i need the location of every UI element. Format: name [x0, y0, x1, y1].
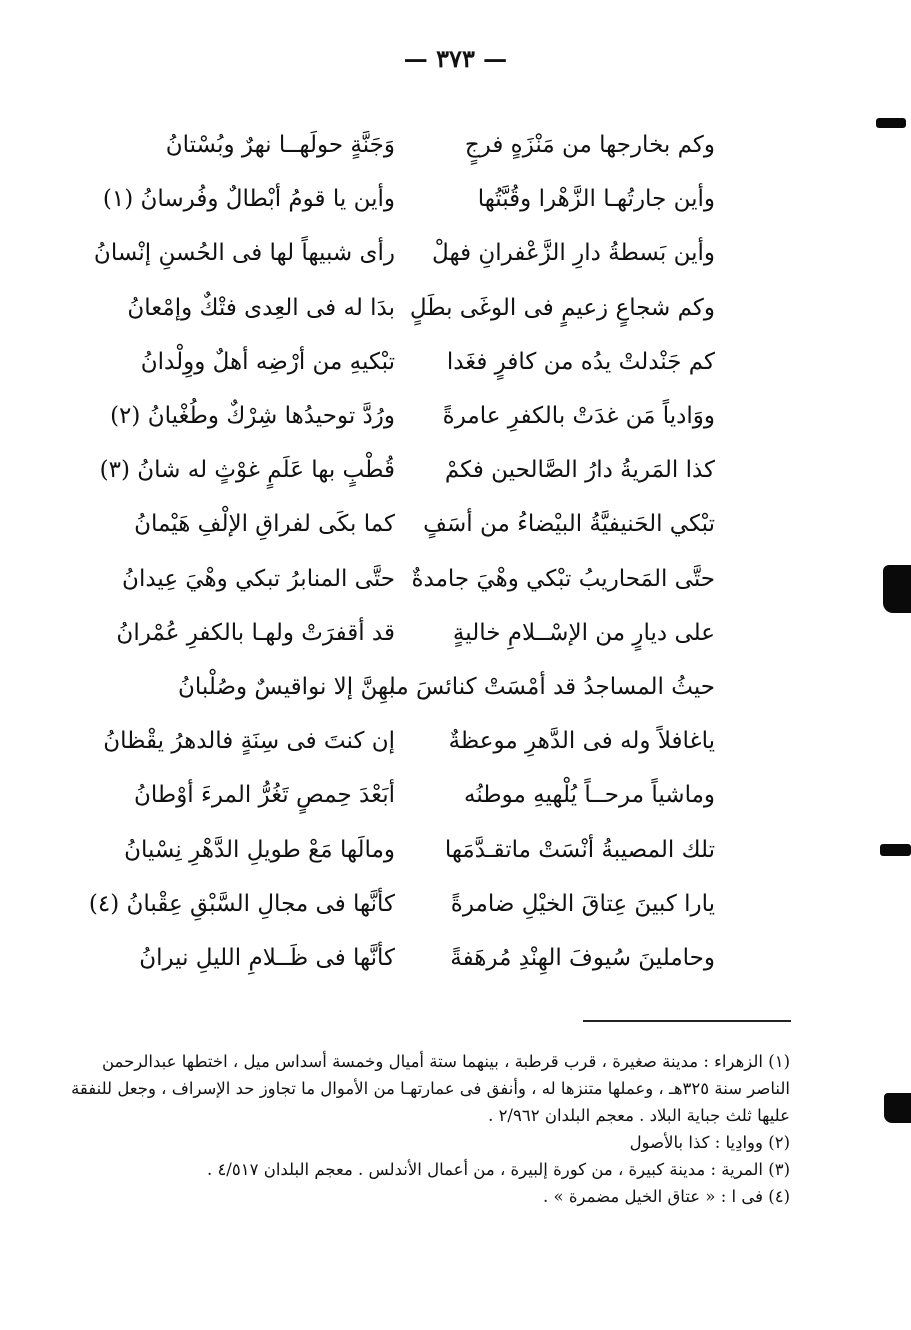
- verse-first-hemistich: حيثُ المساجدُ قد أمْسَتْ كنائسَ ما: [389, 673, 715, 700]
- verse-second-hemistich: ورُدَّ توحيدُها شِرْكٌ وطُغْيانُ (٢): [110, 403, 395, 430]
- verse-first-hemistich: ووَادياً مَن غدَتْ بالكفرِ عامرةً: [442, 403, 715, 430]
- verse-first-hemistich: تلك المصيبةُ أنْسَتْ ماتقـدَّمَها: [444, 836, 715, 863]
- verse-line: [95, 606, 715, 660]
- poem-body: [88, 118, 715, 985]
- verse-second-hemistich: كأنَّها فى ظَــلامِ الليلِ نيرانُ: [139, 944, 395, 971]
- verse-first-hemistich: وماشياً مرحــاً يُلْهيهِ موطنُه: [464, 782, 715, 809]
- verse-line: [95, 931, 715, 985]
- verse-second-hemistich: وأين يا قومُ أبْطالٌ وفُرسانُ (١): [102, 186, 395, 213]
- verse-first-hemistich: وكم بخارجها من مَنْزَهٍ فرجٍ: [464, 132, 715, 159]
- verse-second-hemistich: حتَّى المنابرُ تبكي وهْيَ عِيدانُ: [122, 565, 395, 592]
- footnote-divider: [583, 1020, 791, 1022]
- verse-first-hemistich: تبْكي الحَنيفيَّةُ البيْضاءُ من أسَفٍ: [423, 511, 715, 538]
- verse-line: [95, 389, 715, 443]
- verse-line: [95, 443, 715, 497]
- verse-second-hemistich: بهِنَّ إلا نواقيسٌ وصُلْبانُ: [178, 673, 395, 700]
- verse-second-hemistich: كأنَّها فى مجالِ السَّبْقِ عِقْبانُ (٤): [88, 890, 395, 917]
- verse-first-hemistich: حتَّى المَحاريبُ تبْكي وهْيَ جامدةٌ: [411, 565, 715, 592]
- verse-second-hemistich: إن كنتَ فى سِنَةٍ فالدهرُ يقْظانُ: [103, 728, 395, 755]
- verse-second-hemistich: تبْكيهِ من أرْضِه أهلٌ ووِلْدانُ: [140, 348, 395, 375]
- verse-line: [88, 877, 715, 931]
- verse-line: [95, 552, 715, 606]
- verse-second-hemistich: قد أقفرَتْ ولهـا بالكفرِ عُمْرانُ: [116, 619, 395, 646]
- verse-first-hemistich: كذا المَريةُ دارُ الصَّالحين فكمْ: [444, 457, 715, 484]
- scan-edge-mark: [880, 844, 911, 856]
- footnote: (٢) ووادِيا : كذا بالأصول: [629, 1133, 790, 1152]
- footnote: (٤) فى ا : « عتاق الخيل مضمرة » .: [543, 1187, 790, 1206]
- verse-second-hemistich: وَجَنَّةٍ حولَهــا نهرٌ وبُسْتانُ: [165, 132, 395, 159]
- verse-first-hemistich: ياغافلاً وله فى الدَّهرِ موعظةٌ: [448, 728, 715, 755]
- verse-second-hemistich: قُطْبٍ بها عَلَمٍ غوْثٍ له شانُ (٣): [99, 457, 395, 484]
- verse-first-hemistich: وكم شجاعٍ زعيمٍ فى الوغَى بطَلٍ: [409, 294, 715, 321]
- verse-line: [95, 335, 715, 389]
- verse-second-hemistich: بدَا له فى العِدى فتْكٌ وإمْعانُ: [127, 294, 395, 321]
- verse-first-hemistich: وأين جارتُهـا الزَّهْرا وقُبَّتُها: [477, 186, 715, 213]
- verse-line: [95, 768, 715, 822]
- verse-second-hemistich: ومالَها مَعْ طويلِ الدَّهْرِ نِسْيانُ: [124, 836, 395, 863]
- verse-line: [95, 118, 715, 172]
- verse-line: [95, 714, 715, 768]
- footnotes: [60, 1048, 790, 1210]
- verse-line: [95, 172, 715, 226]
- scan-edge-mark: [876, 118, 906, 128]
- verse-line: [95, 822, 715, 876]
- verse-first-hemistich: كم جَنْدلتْ يدُه من كافرٍ فغَدا: [446, 348, 715, 375]
- verse-line: [95, 281, 715, 335]
- scan-edge-mark: [883, 565, 911, 613]
- scan-edge-mark: [884, 1093, 911, 1123]
- footnote: (٣) المرية : مدينة كبيرة ، من كورة إلبيرة ، من أعمال الأندلس . معجم البلدان ٤/٥١٧ .: [206, 1160, 790, 1179]
- verse-second-hemistich: رأى شبيهاً لها فى الحُسنِ إنْسانُ: [93, 240, 395, 267]
- footnote: (١) الزهراء : مدينة صغيرة ، قرب قرطبة ، بينهما ستة أميال وخمسة أسداس ميل ، اختطها عبدالرحمن الناصر سنة ٣٢٥هـ ، وعملها متنزها له ، وأنفق فى عمارتهـا من الأموال ما تجاوز حد الإسراف ، وجعل للنفقة عليها ثلث جباية البلاد . معجم البلدان ٢/٩٦٢ .: [71, 1052, 790, 1125]
- verse-first-hemistich: وحاملينَ سُيوفَ الهِنْدِ مُرهَفةً: [450, 944, 715, 971]
- verse-first-hemistich: يارا كبينَ عِتاقَ الخيْلِ ضامرةً: [450, 890, 715, 917]
- verse-line: [95, 660, 715, 714]
- verse-first-hemistich: وأين بَسطةُ دارِ الزَّعْفرانِ فهلْ: [432, 240, 715, 267]
- verse-line: [95, 497, 715, 551]
- verse-second-hemistich: أبَعْدَ حِمصٍ تَغُرُّ المرءَ أوْطانُ: [134, 782, 395, 809]
- verse-second-hemistich: كما بكَى لفراقِ الإلْفِ هَيْمانُ: [134, 511, 395, 538]
- page-number: — ٣٧٣ —: [403, 44, 508, 73]
- verse-first-hemistich: على ديارٍ من الإسْــلامِ خاليةٍ: [452, 619, 715, 646]
- verse-line: [95, 226, 715, 280]
